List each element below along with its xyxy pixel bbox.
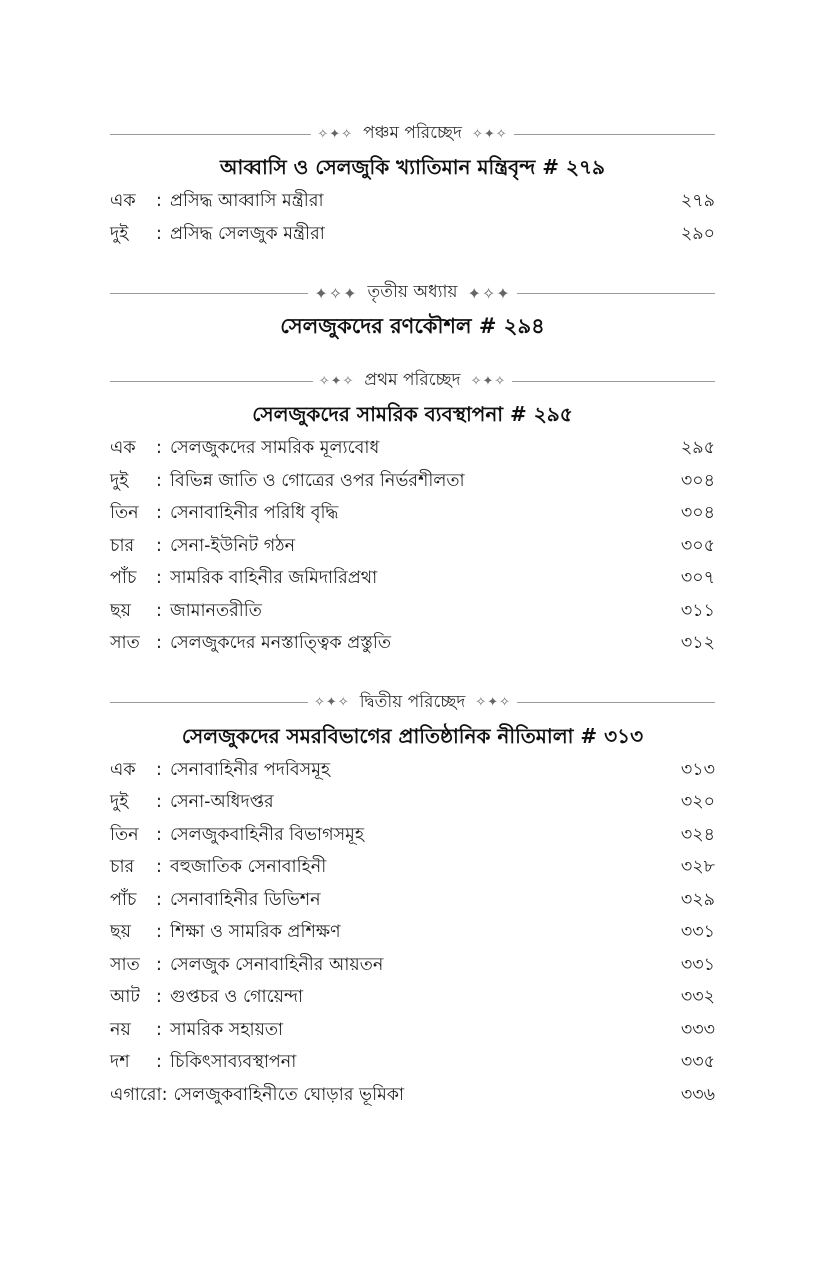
entry-separator: :: [156, 889, 162, 910]
toc-entry: [110, 1082, 715, 1115]
entry-page-number: ৩৩৬: [680, 1084, 715, 1105]
section-heading: সেলজুকদের সামরিক ব্যবস্থাপনা # ২৯৫: [252, 402, 573, 426]
entry-separator: :: [156, 792, 162, 812]
entry-number: চার: [110, 857, 135, 877]
entry-number: তিন: [110, 824, 139, 845]
entry-separator: :: [156, 503, 162, 523]
toc-entry: [110, 565, 715, 598]
entry-separator: :: [156, 759, 162, 780]
entry-title: প্রসিদ্ধ আব্বাসি মন্ত্রীরা: [170, 191, 324, 211]
entry-title: সেলজুকদের মনস্তাত্ত্বিক প্রস্তুতি: [170, 633, 392, 653]
ornament-icon: ✦✧✦: [467, 283, 511, 303]
entry-separator: :: [156, 535, 162, 556]
entry-page-number: ৩৩১: [680, 922, 715, 942]
section-divider: [110, 118, 715, 150]
entry-number: চার: [110, 535, 135, 556]
toc-entry: [110, 468, 715, 501]
toc-entry: [110, 919, 715, 952]
entry-page-number: ৩২৯: [680, 889, 715, 910]
toc-entry: [110, 221, 715, 254]
entry-title: সেলজুক সেনাবাহিনীর আয়তন: [170, 954, 384, 975]
entry-separator: :: [156, 568, 162, 588]
ornament-icon: ✧✦✧: [470, 373, 507, 389]
entry-number: দুই: [110, 792, 129, 812]
entry-number: দশ: [110, 1052, 130, 1072]
toc-entry: [110, 630, 715, 663]
entry-page-number: ৩১১: [680, 600, 715, 621]
section-divider: [110, 687, 715, 719]
entry-title: সেনা-ইউনিট গঠন: [170, 535, 296, 556]
divider-rule: [512, 381, 715, 382]
entry-title: বহুজাতিক সেনাবাহিনী: [170, 857, 327, 877]
divider-label: তৃতীয় অধ্যায়: [367, 282, 458, 302]
entry-number: সাত: [110, 633, 140, 653]
entry-separator: :: [156, 470, 162, 491]
toc-list: [110, 757, 715, 1115]
entry-number: সাত: [110, 954, 140, 975]
entry-number: এক: [110, 759, 136, 780]
ornament-icon: ✧✦✧: [475, 695, 511, 710]
divider-label: পঞ্চম পরিচ্ছেদ: [363, 123, 462, 143]
divider-rule: [517, 702, 715, 703]
entry-page-number: ২৯৫: [680, 438, 715, 458]
entry-page-number: ৩০৪: [680, 503, 715, 523]
entry-title: সেলজুকবাহিনীর বিভাগসমূহ: [170, 824, 365, 845]
entry-title: জামানতরীতি: [170, 600, 262, 621]
entry-number: দুই: [110, 470, 129, 491]
toc-list: [110, 435, 715, 663]
entry-separator: :: [156, 191, 162, 211]
section-heading: আব্বাসি ও সেলজুকি খ্যাতিমান মন্ত্রিবৃন্দ # ২৭৯: [220, 155, 605, 179]
entry-page-number: ৩২৪: [680, 824, 715, 845]
section-heading: সেলজুকদের সমরবিভাগের প্রাতিষ্ঠানিক নীতিমালা # ৩১৩: [181, 723, 644, 748]
chapter-divider: [110, 277, 715, 309]
toc-entry: [110, 822, 715, 855]
entry-separator: :: [156, 600, 162, 621]
entry-separator: :: [156, 922, 162, 942]
toc-entry: [110, 1049, 715, 1082]
ornament-icon: ✧✦✧: [471, 126, 508, 142]
entry-separator: :: [156, 438, 162, 458]
toc-entry: [110, 1017, 715, 1050]
toc-list: [110, 188, 715, 253]
entry-page-number: ৩৩৩: [680, 1019, 715, 1040]
toc-entry: [110, 854, 715, 887]
entry-page-number: ৩০৫: [680, 535, 715, 556]
entry-page-number: ৩১৩: [680, 759, 715, 780]
entry-page-number: ২৭৯: [680, 191, 715, 211]
entry-page-number: ৩১২: [680, 633, 715, 653]
entry-page-number: ৩৩২: [680, 987, 715, 1007]
entry-number: তিন: [110, 503, 139, 523]
entry-page-number: ৩৩৫: [680, 1052, 715, 1072]
entry-title: সামরিক সহায়তা: [170, 1019, 284, 1040]
ornament-icon: ✧✦✧: [317, 126, 354, 142]
entry-title: বিভিন্ন জাতি ও গোত্রের ওপর নির্ভরশীলতা: [170, 470, 465, 491]
entry-separator: :: [156, 1019, 162, 1040]
entry-separator: :: [156, 987, 162, 1007]
entry-page-number: ৩২৮: [680, 857, 715, 877]
toc-entry: [110, 887, 715, 920]
entry-title: গুপ্তচর ও গোয়েন্দা: [170, 987, 304, 1007]
divider-rule: [514, 134, 715, 135]
entry-number: দুই: [110, 223, 129, 244]
entry-number: পাঁচ: [110, 889, 137, 910]
entry-number: ছয়: [110, 600, 131, 621]
entry-number: ছয়: [110, 922, 131, 942]
divider-rule: [110, 702, 308, 703]
entry-title: প্রসিদ্ধ সেলজুক মন্ত্রীরা: [170, 223, 325, 244]
entry-separator: :: [156, 633, 162, 653]
entry-page-number: ৩০৭: [680, 568, 715, 588]
toc-entry: [110, 598, 715, 631]
toc-entry: [110, 435, 715, 468]
entry-title: সেনাবাহিনীর পরিধি বৃদ্ধি: [170, 503, 339, 523]
toc-entry: [110, 533, 715, 566]
entry-separator: :: [161, 1084, 168, 1105]
entry-page-number: ২৯০: [680, 223, 715, 244]
toc-entry: [110, 984, 715, 1017]
toc-entry: [110, 188, 715, 221]
toc-entry: [110, 789, 715, 822]
ornament-icon: ✦✧✦: [314, 283, 358, 303]
entry-page-number: ৩৩১: [680, 954, 715, 975]
entry-separator: :: [156, 824, 162, 845]
entry-title: সেনা-অধিদপ্তর: [170, 792, 274, 812]
ornament-icon: ✧✦✧: [314, 695, 350, 710]
entry-number: আট: [110, 987, 140, 1007]
divider-rule: [517, 293, 715, 294]
entry-title: সেনাবাহিনীর পদবিসমূহ: [170, 759, 331, 780]
entry-number: পাঁচ: [110, 568, 137, 588]
toc-entry: [110, 952, 715, 985]
entry-separator: :: [156, 954, 162, 975]
entry-title: সেলজুকদের সামরিক মূল্যবোধ: [170, 438, 380, 458]
entry-separator: :: [156, 1052, 162, 1072]
entry-number: নয়: [110, 1019, 131, 1040]
divider-rule: [110, 134, 311, 135]
toc-entry: [110, 757, 715, 790]
entry-number: এগারো: [110, 1084, 162, 1105]
entry-number: এক: [110, 438, 136, 458]
toc-entry: [110, 500, 715, 533]
section-divider: [110, 365, 715, 397]
entry-separator: :: [156, 857, 162, 877]
entry-number: এক: [110, 191, 136, 211]
entry-title: শিক্ষা ও সামরিক প্রশিক্ষণ: [170, 922, 341, 942]
entry-title: সামরিক বাহিনীর জমিদারিপ্রথা: [170, 568, 378, 588]
entry-title: সেনাবাহিনীর ডিভিশন: [170, 889, 321, 910]
entry-separator: :: [156, 223, 162, 244]
divider-label: দ্বিতীয় পরিচ্ছেদ: [359, 691, 466, 712]
entry-title: চিকিৎসাব্যবস্থাপনা: [170, 1052, 297, 1072]
entry-page-number: ৩২০: [680, 792, 715, 812]
divider-rule: [110, 293, 308, 294]
entry-page-number: ৩০৪: [680, 470, 715, 491]
divider-rule: [110, 381, 313, 382]
chapter-heading: সেলজুকদের রণকৌশল # ২৯৪: [280, 314, 545, 338]
toc-page: [110, 118, 715, 1114]
divider-label: প্রথম পরিচ্ছেদ: [364, 370, 461, 390]
entry-title: সেলজুকবাহিনীতে ঘোড়ার ভূমিকা: [173, 1084, 405, 1105]
ornament-icon: ✧✦✧: [318, 373, 355, 389]
